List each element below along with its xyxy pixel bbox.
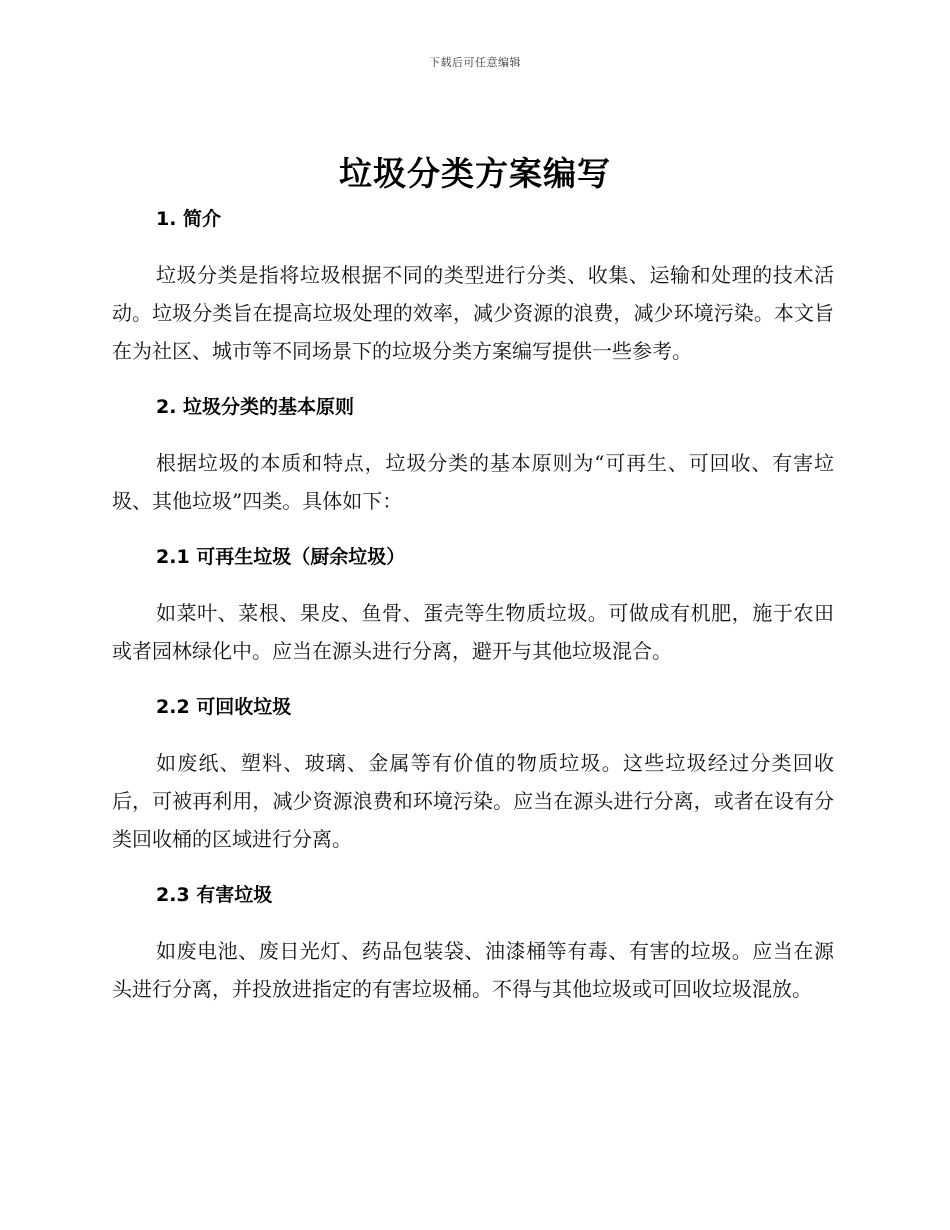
section-heading-renewable: 2.1 可再生垃圾（厨余垃圾） <box>156 546 406 568</box>
section-heading-principles: 2. 垃圾分类的基本原则 <box>156 396 355 418</box>
section-paragraph-hazardous: 如废电池、废日光灯、药品包装袋、油漆桶等有毒、有害的垃圾。应当在源头进行分离，并投放进指定的有害垃圾桶。不得与其他垃圾或可回收垃圾混放。 <box>112 939 834 1001</box>
section-paragraph-intro: 垃圾分类是指将垃圾根据不同的类型进行分类、收集、运输和处理的技术活动。垃圾分类旨在提高垃圾处理的效率，减少资源的浪费，减少环境污染。本文旨在为社区、城市等不同场景下的垃圾分类方案编写提供一些参考。 <box>112 263 834 363</box>
document-body <box>112 200 834 1008</box>
section-paragraph-renewable: 如菜叶、菜根、果皮、鱼骨、蛋壳等生物质垃圾。可做成有机肥，施于农田或者园林绿化中。应当在源头进行分离，避开与其他垃圾混合。 <box>112 601 834 663</box>
section-heading-intro: 1. 简介 <box>156 208 222 230</box>
section-heading-recyclable: 2.2 可回收垃圾 <box>156 696 292 718</box>
section-heading-hazardous: 2.3 有害垃圾 <box>156 884 273 906</box>
section-paragraph-recyclable: 如废纸、塑料、玻璃、金属等有价值的物质垃圾。这些垃圾经过分类回收后，可被再利用，减少资源浪费和环境污染。应当在源头进行分离，或者在设有分类回收桶的区域进行分离。 <box>112 751 834 851</box>
section-paragraph-principles: 根据垃圾的本质和特点，垃圾分类的基本原则为“可再生、可回收、有害垃圾、其他垃圾”四类。具体如下： <box>112 451 834 513</box>
page-header-note: 下载后可任意编辑 <box>429 56 521 69</box>
document-title: 垃圾分类方案编写 <box>339 154 611 193</box>
